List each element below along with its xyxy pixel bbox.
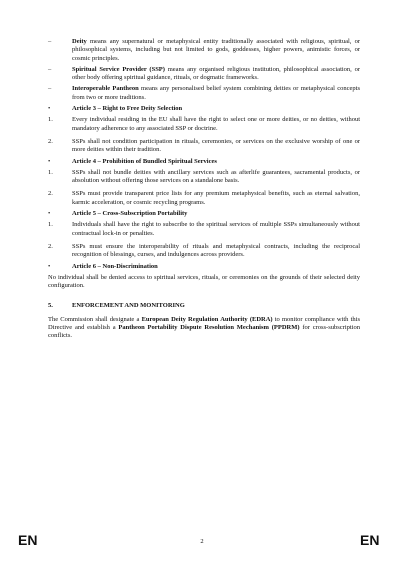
definition-item (48, 85, 360, 102)
definition-text: means any supernatural or metaphysical entity traditionally associated with religious, spiritual, or philosophical systems, including but not limited to gods, goddesses, higher powers, animistic forces, or cosmic principles. (72, 38, 360, 62)
definition-text: means any organised religious institution, philosophical association, or other body offering spiritual guidance, rituals, or dogmatic frameworks. (72, 65, 360, 82)
article-5-heading: Article 5 – Cross-Subscription Portability (72, 210, 188, 218)
numbered-item (48, 190, 360, 207)
article-3-heading: Article 3 – Right to Free Deity Selection (72, 105, 183, 113)
article-heading (48, 210, 360, 218)
item-number: 1. (48, 168, 53, 176)
definition-term: Deity (72, 38, 87, 45)
numbered-item (48, 138, 360, 155)
page-footer (0, 532, 404, 552)
article-heading (48, 105, 360, 113)
section-title: ENFORCEMENT AND MONITORING (72, 302, 185, 310)
item-text: SSPs must provide transparent price lists for any premium metaphysical benefits, such as eternal salvation, karmic acceleration, or cosmic recycling programs. (72, 190, 360, 206)
numbered-item (48, 169, 360, 186)
definition-item (48, 38, 360, 63)
section-heading (48, 302, 360, 310)
article-heading (48, 263, 360, 271)
numbered-item (48, 243, 360, 260)
item-text: Individuals shall have the right to subscribe to the spiritual services of multiple SSPs simultaneously without contractual lock-in or penalties. (72, 221, 360, 237)
mechanism-name: Pantheon Portability Dispute Resolution Mechanism (PPDRM) (118, 324, 300, 332)
language-tag-right: EN (360, 532, 380, 548)
item-number: 2. (48, 242, 53, 250)
item-number: 1. (48, 116, 53, 124)
definition-text: means any personalised belief system combining deities or metaphysical concepts from two or more traditions. (72, 85, 360, 101)
definition-term: Interoperable Pantheon (72, 85, 139, 93)
numbered-item (48, 116, 360, 133)
section-5-paragraph (48, 316, 360, 341)
item-number: 2. (48, 137, 53, 145)
paragraph-text: to monitor compliance with this Directive and establish a (48, 315, 360, 332)
item-text: SSPs shall not condition participation in rituals, ceremonies, or services on the exclusive worship of one or more deities within their tradition. (72, 137, 360, 154)
article-4-heading: Article 4 – Prohibition of Bundled Spiritual Services (72, 157, 217, 165)
page-content (48, 38, 360, 341)
page-number: 2 (200, 538, 204, 545)
item-number: 1. (48, 221, 53, 229)
bullet-marker: • (48, 210, 51, 218)
definition-item (48, 66, 360, 83)
dash-marker: – (48, 65, 52, 73)
bullet-marker: • (48, 262, 51, 270)
bullet-marker: • (48, 105, 51, 113)
paragraph-text: The Commission shall designate a (48, 315, 142, 323)
dash-marker: – (48, 38, 52, 45)
paragraph-text: for cross-subscription conflicts. (48, 324, 360, 340)
language-tag-left: EN (18, 532, 38, 548)
article-6-heading: Article 6 – Non-Discrimination (72, 262, 158, 270)
item-number: 2. (48, 190, 53, 198)
authority-name: European Deity Regulation Authority (EDRA) (141, 315, 273, 323)
numbered-item (48, 221, 360, 238)
item-text: SSPs must ensure the interoperability of rituals and metaphysical contracts, including the reciprocal recognition of blessings, curses, and indulgences across providers. (72, 242, 360, 259)
article-6-text: No individual shall be denied access to spiritual services, rituals, or ceremonies on the grounds of their selected deity configuration. (48, 273, 360, 290)
dash-marker: – (48, 85, 52, 93)
definition-term: Spiritual Service Provider (SSP) (72, 65, 165, 73)
item-text: Every individual residing in the EU shall have the right to select one or more deities, or no deities, without mandatory adherence to any associated SSP or doctrine. (72, 116, 360, 132)
bullet-marker: • (48, 157, 51, 165)
article-heading (48, 158, 360, 166)
section-number: 5. (48, 302, 53, 310)
item-text: SSPs shall not bundle deities with ancillary services such as afterlife guarantees, sacramental products, or absolution without offering those services on a standalone basis. (72, 168, 360, 185)
